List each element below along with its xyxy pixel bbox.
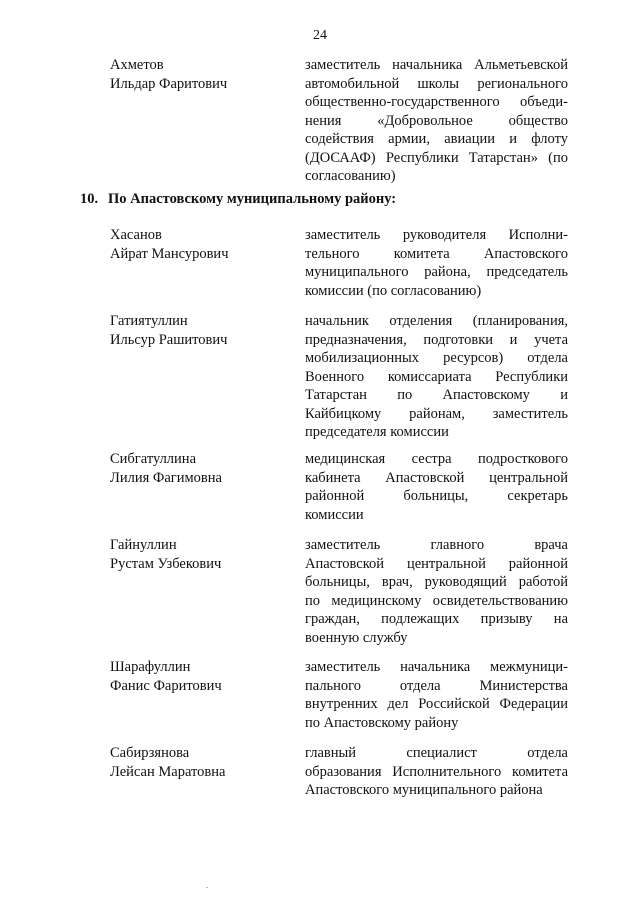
member-given-names: Фанис Фаритович bbox=[110, 677, 222, 694]
position-line: заместитель руководителя Исполни- bbox=[305, 227, 568, 243]
member-given-names: Ильдар Фаритович bbox=[110, 75, 228, 92]
position-line: тельного комитета Апастовского bbox=[305, 245, 568, 262]
position-line: Апастовского муниципального района bbox=[305, 782, 543, 798]
member-surname: Гатиятуллин bbox=[110, 313, 188, 329]
position-line: председателя комиссии bbox=[305, 424, 449, 440]
position-line: медицинская сестра подросткового bbox=[305, 451, 568, 467]
member-surname: Шарафуллин bbox=[110, 659, 191, 675]
position-line: Апастовской центральной районной bbox=[305, 555, 568, 572]
position-line: предназначения, подготовки и учета bbox=[305, 331, 568, 348]
position-line: районной больницы, секретарь bbox=[305, 488, 568, 504]
position-line: нения «Добровольное общество bbox=[305, 112, 568, 129]
position-line: Военного комиссариата Республики bbox=[305, 368, 568, 385]
member-position bbox=[305, 226, 568, 300]
member-name bbox=[110, 536, 290, 573]
member-name bbox=[110, 744, 290, 781]
member-name bbox=[110, 56, 290, 93]
member-surname: Хасанов bbox=[110, 227, 162, 243]
position-line: (ДОСААФ) Республики Татарстан» (по bbox=[305, 149, 568, 166]
member-name bbox=[110, 450, 290, 487]
section-title: По Апастовскому муниципальному району: bbox=[108, 191, 397, 207]
member-surname: Сабирзянова bbox=[110, 745, 190, 761]
member-position bbox=[305, 312, 568, 442]
member-name bbox=[110, 226, 290, 263]
position-line: пального отдела Министерства bbox=[305, 677, 568, 694]
position-line: начальник отделения (планирования, bbox=[305, 313, 568, 329]
member-position bbox=[305, 658, 568, 732]
position-line: заместитель главного врача bbox=[305, 537, 568, 553]
member-surname: Ахметов bbox=[110, 57, 164, 73]
scan-speck bbox=[206, 887, 208, 888]
position-line: по медицинскому освидетельствованию bbox=[305, 592, 568, 609]
position-line: граждан, подлежащих призыву на bbox=[305, 611, 568, 627]
member-given-names: Ильсур Рашитович bbox=[110, 331, 228, 348]
member-name bbox=[110, 658, 290, 695]
position-line: по Апастовскому району bbox=[305, 714, 459, 731]
member-given-names: Лейсан Маратовна bbox=[110, 763, 226, 780]
position-line: автомобильной школы регионального bbox=[305, 75, 568, 92]
member-position bbox=[305, 744, 568, 800]
position-line: согласованию) bbox=[305, 168, 396, 184]
member-given-names: Айрат Мансурович bbox=[110, 245, 229, 262]
member-given-names: Рустам Узбекович bbox=[110, 555, 222, 572]
section-heading bbox=[80, 191, 396, 208]
member-name bbox=[110, 312, 290, 349]
member-surname: Сибгатуллина bbox=[110, 451, 197, 467]
position-line: Татарстан по Апастовскому и bbox=[305, 387, 568, 403]
member-surname: Гайнуллин bbox=[110, 537, 177, 553]
position-line: образования Исполнительного комитета bbox=[305, 763, 568, 780]
position-line: больницы, врач, руководящий работой bbox=[305, 574, 568, 590]
position-line: главный специалист отдела bbox=[305, 745, 568, 761]
member-given-names: Лилия Фагимовна bbox=[110, 469, 222, 486]
position-line: кабинета Апастовской центральной bbox=[305, 469, 568, 486]
position-line: комиссии (по согласованию) bbox=[305, 282, 482, 299]
position-line: комиссии bbox=[305, 506, 364, 523]
page-number: 24 bbox=[313, 28, 327, 43]
member-position bbox=[305, 56, 568, 186]
position-line: общественно-государственного объеди- bbox=[305, 94, 568, 110]
member-position bbox=[305, 450, 568, 524]
position-line: содействия армии, авиации и флоту bbox=[305, 131, 568, 147]
position-line: Кайбицкому районам, заместитель bbox=[305, 405, 568, 422]
position-line: муниципального района, председатель bbox=[305, 264, 568, 280]
position-line: заместитель начальника Альметьевской bbox=[305, 57, 568, 73]
position-line: заместитель начальника межмуници- bbox=[305, 659, 568, 675]
section-number: 10. bbox=[80, 191, 99, 207]
position-line: мобилизационных ресурсов) отдела bbox=[305, 350, 568, 366]
position-line: внутренних дел Российской Федерации bbox=[305, 696, 568, 712]
member-position bbox=[305, 536, 568, 647]
position-line: военную службу bbox=[305, 629, 408, 646]
